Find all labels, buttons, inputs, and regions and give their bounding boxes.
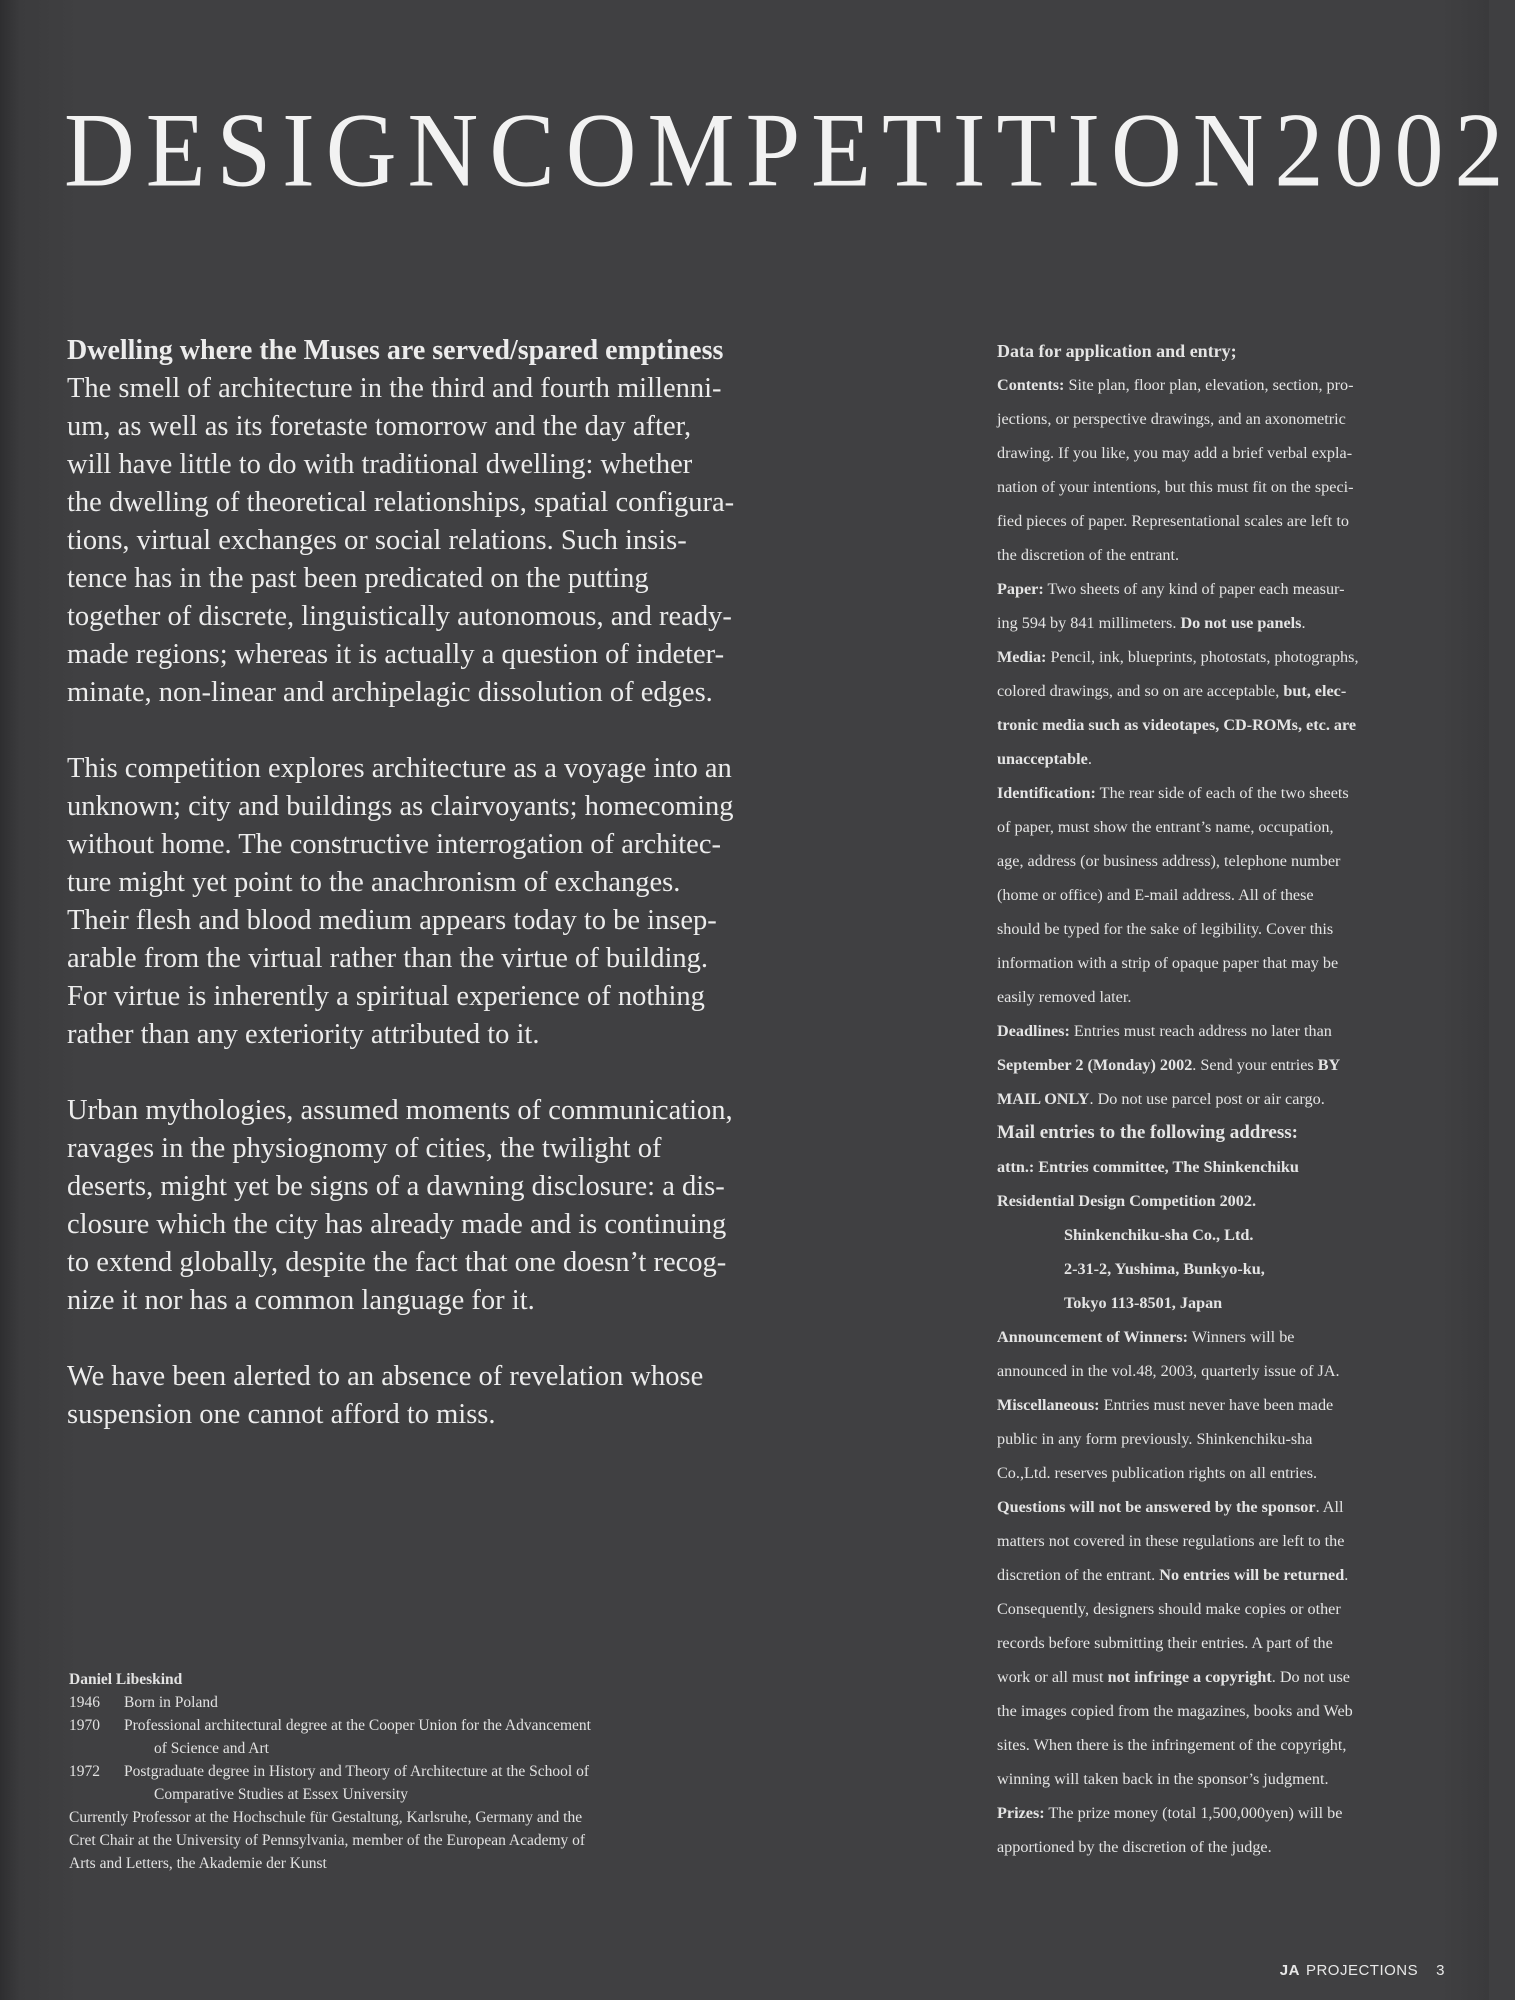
essay-paragraph: [67, 1358, 847, 1434]
data-line: [997, 1524, 1437, 1558]
data-text: apportioned by the discretion of the judge.: [997, 1838, 1272, 1856]
data-line: [997, 1116, 1437, 1150]
data-text: easily removed later.: [997, 988, 1132, 1006]
data-line: [997, 878, 1437, 912]
data-text: records before submitting their entries. A part of the: [997, 1634, 1333, 1652]
data-text: Pencil, ink, blueprints, photostats, photographs,: [1046, 648, 1359, 666]
bio-line: Professional architectural degree at the Cooper Union for the Advancement: [124, 1717, 591, 1734]
bio-line: Currently Professor at the Hochschule für Gestaltung, Karlsruhe, Germany and the: [69, 1809, 583, 1826]
data-text: colored drawings, and so on are acceptable,: [997, 682, 1284, 700]
data-text: jections, or perspective drawings, and an axonometric: [997, 410, 1346, 428]
bio-line: Arts and Letters, the Akademie der Kunst: [69, 1855, 327, 1872]
data-text: of paper, must show the entrant’s name, occupation,: [997, 818, 1334, 836]
bio-line: of Science and Art: [154, 1740, 269, 1757]
mail-heading: Mail entries to the following address:: [997, 1122, 1298, 1143]
data-bold-text: BY: [1317, 1056, 1341, 1074]
data-text: . Do not use parcel post or air cargo.: [1089, 1090, 1325, 1108]
data-line: [997, 1320, 1437, 1354]
data-bold-text: No entries will be returned: [1159, 1566, 1345, 1584]
essay-line: closure which the city has already made and is continuing: [67, 1209, 727, 1240]
data-text: work or all must: [997, 1668, 1108, 1686]
bio-year: 1970: [69, 1717, 100, 1734]
essay-line: This competition explores architecture as a voyage into an: [67, 753, 732, 784]
data-line: [997, 606, 1437, 640]
data-text: Two sheets of any kind of paper each measur-: [1043, 580, 1345, 598]
essay-line: arable from the virtual rather than the virtue of building.: [67, 943, 709, 974]
data-text: Entries must never have been made: [1099, 1396, 1334, 1414]
data-line: [997, 504, 1437, 538]
data-line: [997, 1762, 1437, 1796]
data-line: [997, 1626, 1437, 1660]
data-text: .: [1301, 614, 1306, 632]
page-footer: [1280, 1962, 1445, 1979]
bio-line: Comparative Studies at Essex University: [154, 1786, 408, 1803]
data-line: [997, 1558, 1437, 1592]
data-text: information with a strip of opaque paper that may be: [997, 954, 1339, 972]
data-bold-text: Contents:: [997, 376, 1065, 394]
data-line: [997, 1592, 1437, 1626]
data-line: [997, 402, 1437, 436]
data-line: [997, 1456, 1437, 1490]
data-bold-text: September 2 (Monday) 2002: [997, 1056, 1193, 1074]
data-line: [997, 1286, 1437, 1320]
bio-entry: [69, 1691, 709, 1714]
title-word: DESIGN: [64, 92, 490, 210]
title-word: 2002: [1274, 92, 1515, 210]
essay-line: to extend globally, despite the fact that one doesn’t recog-: [67, 1247, 727, 1278]
data-line: [997, 1252, 1437, 1286]
data-text: . All: [1315, 1498, 1344, 1516]
bio-year: 1972: [69, 1763, 100, 1780]
data-line: [997, 1082, 1437, 1116]
data-line: [997, 1694, 1437, 1728]
data-line: [997, 368, 1437, 402]
essay-line: Urban mythologies, assumed moments of communication,: [67, 1095, 733, 1126]
essay-paragraph: [67, 1092, 847, 1320]
data-line: [997, 946, 1437, 980]
data-text: .: [1087, 750, 1092, 768]
data-text: Consequently, designers should make copies or other: [997, 1600, 1341, 1618]
data-text: (home or office) and E-mail address. All of these: [997, 886, 1314, 904]
essay-paragraph: [67, 750, 847, 1054]
data-text: the discretion of the entrant.: [997, 546, 1180, 564]
title-word: COMPETITION: [489, 92, 1275, 210]
data-bold-text: Questions will not be answered by the sponsor: [997, 1498, 1316, 1516]
footer-section: PROJECTIONS: [1305, 1962, 1419, 1979]
bio-entries: [69, 1691, 709, 1806]
essay-line: nize it nor has a common language for it.: [67, 1285, 535, 1316]
data-bold-text: Prizes:: [997, 1804, 1045, 1822]
data-line: [997, 640, 1437, 674]
bio-entry: [69, 1760, 709, 1806]
data-text: The prize money (total 1,500,000yen) will be: [1044, 1804, 1343, 1822]
bio-text: [124, 1714, 709, 1760]
data-line: [997, 674, 1437, 708]
data-text: fied pieces of paper. Representational scales are left to: [997, 512, 1349, 530]
data-line: [997, 844, 1437, 878]
data-bold-text: attn.: Entries committee, The Shinkenchiku: [997, 1158, 1299, 1176]
essay: [67, 332, 847, 1472]
page-number: 3: [1436, 1962, 1445, 1979]
data-line: [997, 776, 1437, 810]
data-text: matters not covered in these regulations are left to the: [997, 1532, 1345, 1550]
data-line: [997, 1354, 1437, 1388]
data-bold-text: Do not use panels: [1180, 614, 1302, 632]
data-line: [997, 436, 1437, 470]
data-line: [997, 470, 1437, 504]
bio-year: 1946: [69, 1694, 100, 1711]
essay-line: Their flesh and blood medium appears today to be insep-: [67, 905, 717, 936]
data-bold-text: Paper:: [997, 580, 1044, 598]
data-bold-text: but, elec-: [1283, 682, 1347, 700]
data-bold-text: Announcement of Winners:: [997, 1328, 1188, 1346]
essay-line: rather than any exteriority attributed to it.: [67, 1019, 540, 1050]
entry-data-column: [997, 334, 1437, 1864]
data-line: [997, 1388, 1437, 1422]
essay-line: tions, virtual exchanges or social relations. Such insis-: [67, 525, 687, 556]
bio-line: Postgraduate degree in History and Theory of Architecture at the School of: [124, 1763, 590, 1780]
data-text: age, address (or business address), telephone number: [997, 852, 1341, 870]
address-line: 2-31-2, Yushima, Bunkyo-ku,: [1064, 1260, 1265, 1278]
data-line: [997, 538, 1437, 572]
data-text: .: [1344, 1566, 1349, 1584]
data-text: Entries must reach address no later than: [1069, 1022, 1332, 1040]
bio-name: Daniel Libeskind: [69, 1671, 183, 1688]
data-text: Winners will be: [1187, 1328, 1295, 1346]
data-bold-text: not infringe a copyright: [1107, 1668, 1272, 1686]
data-line: [997, 1422, 1437, 1456]
essay-line: We have been alerted to an absence of revelation whose: [67, 1361, 704, 1392]
data-text: Site plan, floor plan, elevation, section, pro-: [1064, 376, 1354, 394]
essay-line: deserts, might yet be signs of a dawning disclosure: a dis-: [67, 1171, 725, 1202]
essay-line: For virtue is inherently a spiritual experience of nothing: [67, 981, 705, 1012]
data-bold-text: Miscellaneous:: [997, 1396, 1100, 1414]
essay-line: ture might yet point to the anachronism of exchanges.: [67, 867, 681, 898]
data-line: [997, 1048, 1437, 1082]
bio-current-position: [69, 1806, 709, 1875]
data-text: public in any form previously. Shinkenchiku-sha: [997, 1430, 1313, 1448]
data-text: the images copied from the magazines, books and Web: [997, 1702, 1353, 1720]
essay-heading: Dwelling where the Muses are served/spared emptiness: [67, 335, 724, 366]
data-bold-text: Media:: [997, 648, 1047, 666]
data-line: [997, 1490, 1437, 1524]
data-bold-text: Residential Design Competition 2002.: [997, 1192, 1256, 1210]
bio-line: Cret Chair at the University of Pennsylvania, member of the European Academy of: [69, 1832, 586, 1849]
essay-line: unknown; city and buildings as clairvoyants; homecoming: [67, 791, 734, 822]
data-line: [997, 980, 1437, 1014]
data-bold-text: Deadlines:: [997, 1022, 1070, 1040]
data-line: [997, 1218, 1437, 1252]
essay-line: made regions; whereas it is actually a question of indeter-: [67, 639, 725, 670]
data-bold-text: Identification:: [997, 784, 1096, 802]
data-bold-text: MAIL ONLY: [997, 1090, 1090, 1108]
data-line: [997, 1796, 1437, 1830]
essay-line: suspension one cannot afford to miss.: [67, 1399, 496, 1430]
data-text: should be typed for the sake of legibility. Cover this: [997, 920, 1334, 938]
data-text: discretion of the entrant.: [997, 1566, 1160, 1584]
address-line: Tokyo 113-8501, Japan: [1064, 1294, 1223, 1312]
essay-line: The smell of architecture in the third and fourth millenni-: [67, 373, 722, 404]
data-line: [997, 1184, 1437, 1218]
essay-line: the dwelling of theoretical relationships, spatial configura-: [67, 487, 735, 518]
data-text: winning will taken back in the sponsor’s judgment.: [997, 1770, 1329, 1788]
data-line: [997, 912, 1437, 946]
bio-text: [124, 1760, 709, 1806]
author-bio: [69, 1668, 709, 1875]
bio-text: [124, 1691, 709, 1714]
essay-line: ravages in the physiognomy of cities, the twilight of: [67, 1133, 662, 1164]
data-line: [997, 708, 1437, 742]
essay-line: together of discrete, linguistically autonomous, and ready-: [67, 601, 732, 632]
data-line: [997, 742, 1437, 776]
page-title: [64, 92, 1515, 210]
data-line: [997, 1830, 1437, 1864]
essay-line: minate, non-linear and archipelagic dissolution of edges.: [67, 677, 713, 708]
essay-line: um, as well as its foretaste tomorrow and the day after,: [67, 411, 692, 442]
data-line: [997, 1014, 1437, 1048]
data-text: announced in the vol.48, 2003, quarterly issue of JA.: [997, 1362, 1340, 1380]
data-heading: Data for application and entry;: [997, 341, 1237, 361]
data-line: [997, 1728, 1437, 1762]
data-text: The rear side of each of the two sheets: [1095, 784, 1349, 802]
data-line: [997, 572, 1437, 606]
data-bold-text: tronic media such as videotapes, CD-ROMs, etc. are: [997, 716, 1357, 734]
essay-line: tence has in the past been predicated on the putting: [67, 563, 649, 594]
data-text: sites. When there is the infringement of the copyright,: [997, 1736, 1347, 1754]
address-line: Shinkenchiku-sha Co., Ltd.: [1064, 1226, 1254, 1244]
data-text: . Send your entries: [1192, 1056, 1318, 1074]
data-text: drawing. If you like, you may add a brief verbal expla-: [997, 444, 1353, 462]
data-text: . Do not use: [1271, 1668, 1350, 1686]
data-bold-text: unacceptable: [997, 750, 1088, 768]
footer-mark: JA: [1279, 1962, 1300, 1979]
data-text: ing 594 by 841 millimeters.: [997, 614, 1181, 632]
data-text: nation of your intentions, but this must fit on the speci-: [997, 478, 1354, 496]
essay-line: will have little to do with traditional dwelling: whether: [67, 449, 693, 480]
essay-body: [67, 370, 847, 1434]
data-line: [997, 1660, 1437, 1694]
data-body: [997, 368, 1437, 1864]
data-line: [997, 1150, 1437, 1184]
essay-paragraph: [67, 370, 847, 712]
essay-line: without home. The constructive interrogation of architec-: [67, 829, 721, 860]
bio-entry: [69, 1714, 709, 1760]
data-line: [997, 810, 1437, 844]
bio-line: Born in Poland: [124, 1694, 218, 1711]
data-text: Co.,Ltd. reserves publication rights on all entries.: [997, 1464, 1318, 1482]
